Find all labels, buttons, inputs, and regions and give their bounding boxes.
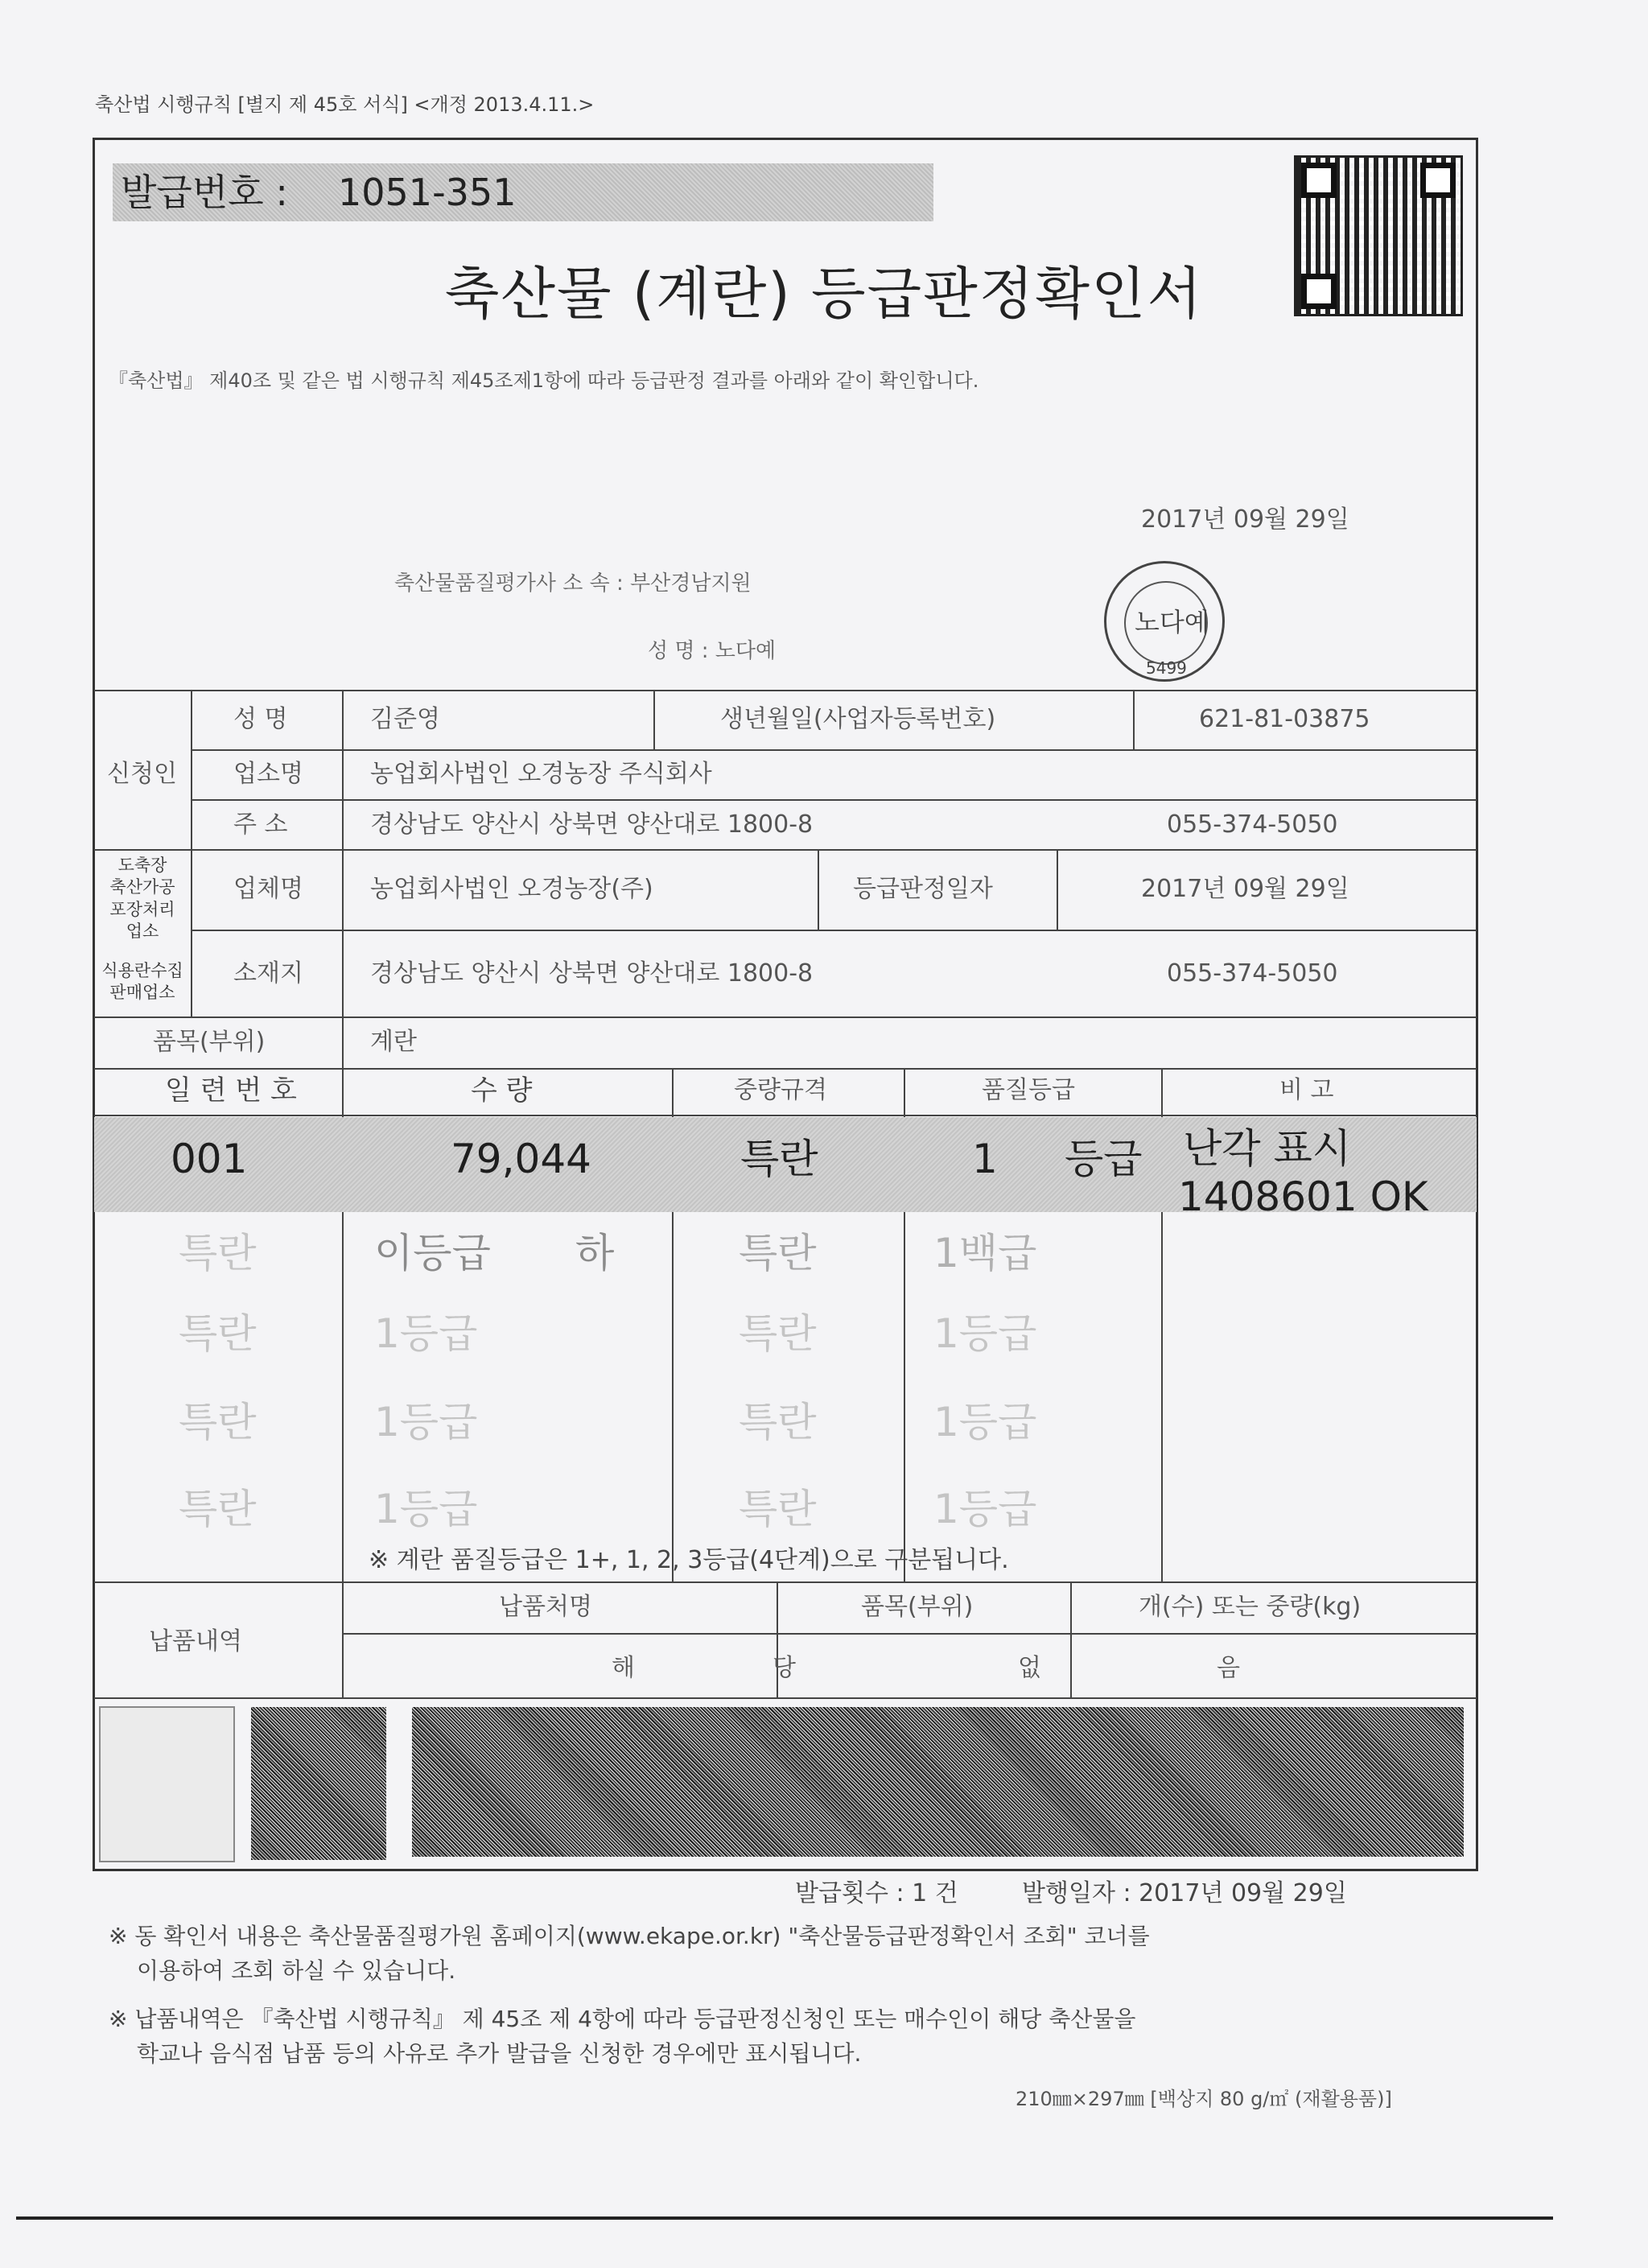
intro-text: 『축산법』 제40조 및 같은 법 시행규칙 제45조제1항에 따라 등급판정 결과를 아래와 같이 확인합니다. <box>109 369 979 392</box>
ghost-cell: 특란 <box>739 1399 817 1445</box>
name-label: 성 명 <box>233 705 288 733</box>
ghost-cell: 1등급 <box>933 1310 1037 1357</box>
issue-count: 발급횟수 : 1 건 <box>795 1879 958 1907</box>
table-line <box>94 690 1477 691</box>
address-label: 주 소 <box>233 810 288 839</box>
delivery-header-recipient: 납품처명 <box>499 1593 592 1621</box>
facility-section-label: 도축장 축산가공 포장처리 업소 <box>109 856 175 941</box>
ghost-cell: 하 <box>575 1230 615 1276</box>
security-barcode <box>412 1707 1464 1857</box>
company-label: 업체명 <box>233 875 303 903</box>
table-line <box>191 930 1477 931</box>
table-line <box>94 849 1477 851</box>
table-line <box>94 1581 1477 1583</box>
ghost-cell: 특란 <box>179 1310 257 1357</box>
ghost-cell: 특란 <box>739 1230 817 1276</box>
delivery-value: 해 <box>612 1654 635 1682</box>
ghost-cell: 1등급 <box>374 1310 478 1357</box>
row-quantity: 79,044 <box>451 1136 591 1182</box>
footer-note-2-line-1: ※ 납품내역은 『축산법 시행규칙』 제 45조 제 4항에 따라 등급판정신청인 또는 매수인이 해당 축산물을 <box>109 2006 1136 2032</box>
delivery-header-item: 품목(부위) <box>861 1593 974 1621</box>
phone: 055-374-5050 <box>1167 810 1338 839</box>
delivery-header-weight: 개(수) 또는 중량(kg) <box>1139 1593 1362 1621</box>
footer-note-1-line-2: 이용하여 조회 하실 수 있습니다. <box>137 1957 456 1984</box>
publish-date: 발행일자 : 2017년 09월 29일 <box>1022 1879 1347 1907</box>
ghost-cell: 특란 <box>739 1486 817 1532</box>
table-line <box>191 690 192 1016</box>
location: 경상남도 양산시 상북면 양산대로 1800-8 <box>370 959 814 988</box>
footer-note-1-line-1: ※ 동 확인서 내용은 축산물품질평가원 홈페이지(www.ekape.or.kr) "축산물등급판정확인서 조회" 코너를 <box>109 1923 1150 1949</box>
row-remark-2: 1408601 OK <box>1178 1173 1428 1220</box>
table-line <box>94 1016 1477 1018</box>
grade-note: ※ 계란 품질등급은 1+, 1, 2, 3등급(4단계)으로 구분됩니다. <box>369 1546 1009 1574</box>
location-label: 소재지 <box>233 959 303 988</box>
delivery-label: 납품내역 <box>149 1627 242 1656</box>
delivery-value: 없 <box>1018 1654 1041 1682</box>
table-line <box>653 690 655 749</box>
applicant-section-label: 신청인 <box>107 760 177 788</box>
registration-number: 621-81-03875 <box>1199 705 1370 733</box>
business-label: 업소명 <box>233 760 303 788</box>
table-line <box>1070 1581 1072 1697</box>
security-pattern <box>251 1707 386 1860</box>
header-remark: 비 고 <box>1279 1076 1334 1104</box>
header-weight: 중량규격 <box>734 1076 827 1104</box>
issue-number: 1051-351 <box>338 171 517 214</box>
table-line <box>191 799 1477 801</box>
ghost-cell: 특란 <box>739 1310 817 1357</box>
table-line <box>342 1633 1477 1635</box>
item-value: 계란 <box>370 1028 417 1056</box>
ghost-cell: 1등급 <box>374 1399 478 1445</box>
header-grade: 품질등급 <box>982 1076 1075 1104</box>
evaluator-name: 성 명 : 노다예 <box>648 639 777 663</box>
ghost-cell: 1등급 <box>374 1486 478 1532</box>
facility-phone: 055-374-5050 <box>1167 959 1338 988</box>
ghost-cell: 1등급 <box>933 1399 1037 1445</box>
table-line <box>94 1697 1477 1699</box>
business-name: 농업회사법인 오경농장 주식회사 <box>370 760 712 788</box>
row-weight: 특란 <box>740 1136 818 1182</box>
table-line <box>94 1068 1477 1070</box>
grade-date: 2017년 09월 29일 <box>1141 875 1349 903</box>
form-header: 축산법 시행규칙 [별지 제 45호 서식] <개정 2013.4.11.> <box>95 93 595 116</box>
footer-note-2-line-2: 학교나 음식점 납품 등의 사유로 추가 발급을 신청한 경우에만 표시됩니다. <box>137 2040 862 2067</box>
table-line <box>191 749 1477 751</box>
table-line <box>818 849 819 930</box>
row-remark-1: 난각 표시 <box>1183 1125 1352 1172</box>
header-serial: 일 련 번 호 <box>165 1074 297 1107</box>
ghost-cell: 1백급 <box>933 1230 1037 1276</box>
row-grade-unit: 등급 <box>1065 1136 1143 1182</box>
ghost-cell: 특란 <box>179 1230 257 1276</box>
seal-number: 5499 <box>1146 658 1187 678</box>
ghost-cell: 이등급 <box>374 1230 491 1276</box>
item-label: 품목(부위) <box>153 1028 266 1056</box>
document-title: 축산물 (계란) 등급판정확인서 <box>444 261 1204 327</box>
table-line <box>94 1115 1477 1116</box>
applicant-name: 김준영 <box>370 705 440 733</box>
issue-date: 2017년 09월 29일 <box>1141 505 1349 534</box>
grade-date-label: 등급판정일자 <box>853 875 993 903</box>
row-grade-number: 1 <box>972 1136 998 1182</box>
birth-label: 생년월일(사업자등록번호) <box>720 705 996 733</box>
address: 경상남도 양산시 상북면 양산대로 1800-8 <box>370 810 814 839</box>
evaluator-affiliation: 축산물품질평가사 소 속 : 부산경남지원 <box>394 571 752 596</box>
row-serial: 001 <box>171 1136 248 1182</box>
header-quantity: 수 량 <box>471 1074 533 1107</box>
ghost-cell: 1등급 <box>933 1486 1037 1532</box>
seal-name: 노다예 <box>1135 607 1209 637</box>
paper-spec: 210㎜×297㎜ [백상지 80 g/㎡ (재활용품)] <box>1016 2088 1392 2110</box>
table-line <box>1133 690 1135 749</box>
ghost-cell: 특란 <box>179 1486 257 1532</box>
stamp-image <box>99 1706 235 1862</box>
issue-number-label: 발급번호 : <box>121 171 288 214</box>
ghost-cell: 특란 <box>179 1399 257 1445</box>
delivery-value: 당 <box>772 1654 796 1682</box>
table-line <box>1057 849 1058 930</box>
delivery-value: 음 <box>1217 1654 1240 1682</box>
facility-section-label-2: 식용란수집 판매업소 <box>101 961 183 1003</box>
scan-edge <box>16 2216 1553 2220</box>
company-name: 농업회사법인 오경농장(주) <box>370 875 653 903</box>
